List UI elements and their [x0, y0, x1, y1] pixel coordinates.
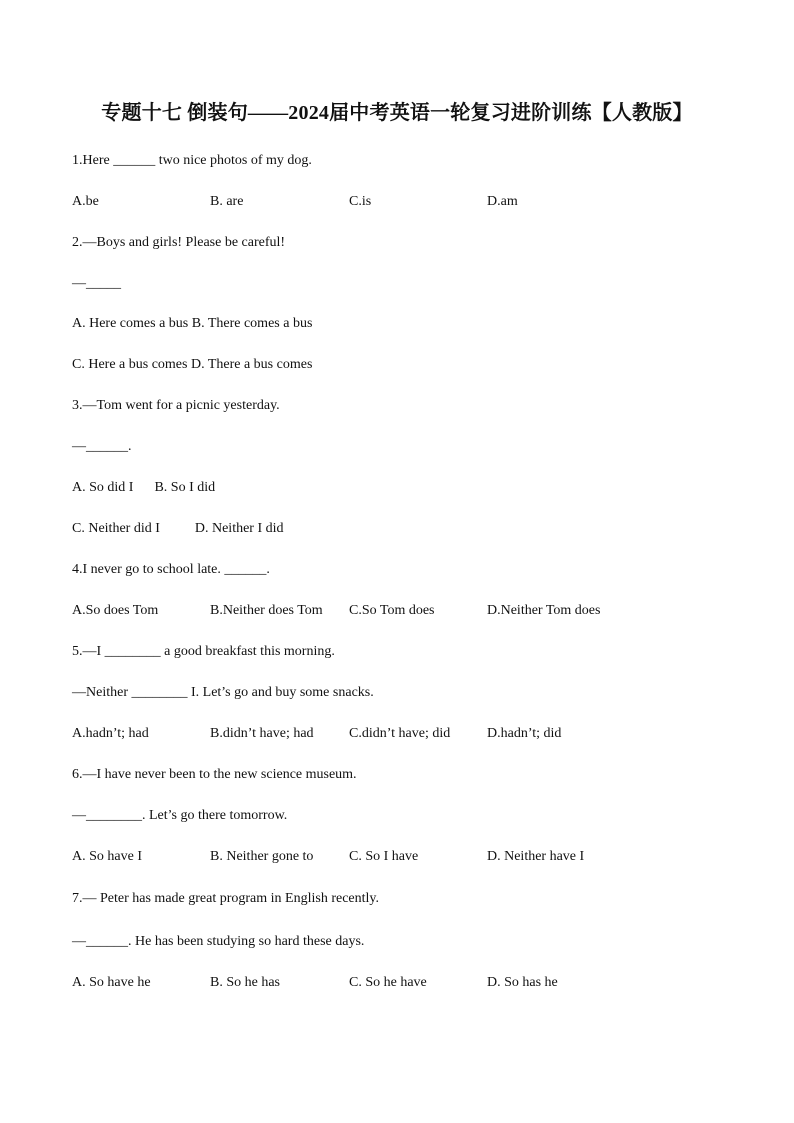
- option-b: B.didn’t have; had: [210, 726, 314, 741]
- question-1-stem: 1.Here ______ two nice photos of my dog.: [72, 153, 312, 168]
- option-a: A.be: [72, 194, 99, 209]
- question-2-response: —_____: [72, 276, 121, 291]
- question-4-stem: 4.I never go to school late. ______.: [72, 562, 270, 577]
- question-3-options-cd: C. Neither did I D. Neither I did: [72, 521, 284, 536]
- option-c: C. So he have: [349, 975, 427, 990]
- question-3-options-ab: A. So did I B. So I did: [72, 480, 216, 495]
- option-a: A. So have I: [72, 849, 142, 864]
- option-c: C.is: [349, 194, 372, 209]
- question-5-stem: 5.—I ________ a good breakfast this morning.: [72, 644, 335, 659]
- option-c: C.So Tom does: [349, 603, 435, 618]
- question-2-options-cd: C. Here a bus comes D. There a bus comes: [72, 357, 313, 372]
- option-c: C. So I have: [349, 849, 419, 864]
- question-2-stem: 2.—Boys and girls! Please be careful!: [72, 235, 286, 250]
- option-b: B. So he has: [210, 975, 280, 990]
- option-b: B.Neither does Tom: [210, 603, 323, 618]
- option-a: A. So have he: [72, 975, 151, 990]
- question-3-stem: 3.—Tom went for a picnic yesterday.: [72, 398, 280, 413]
- question-2-options-ab: A. Here comes a bus B. There comes a bus: [72, 316, 313, 331]
- option-a: A.hadn’t; had: [72, 726, 149, 741]
- question-7-response: —______. He has been studying so hard these days.: [72, 934, 365, 949]
- question-5-response: —Neither ________ I. Let’s go and buy some snacks.: [72, 685, 374, 700]
- option-c: C.didn’t have; did: [349, 726, 451, 741]
- option-d: D. So has he: [487, 975, 558, 990]
- option-d: D. Neither have I: [487, 849, 585, 864]
- question-7-stem: 7.— Peter has made great program in English recently.: [72, 891, 379, 906]
- question-6-stem: 6.—I have never been to the new science museum.: [72, 767, 357, 782]
- option-a: A.So does Tom: [72, 603, 159, 618]
- document-title: 专题十七 倒装句——2024届中考英语一轮复习进阶训练【人教版】: [101, 102, 693, 124]
- question-3-response: —______.: [72, 439, 132, 454]
- question-6-response: —________. Let’s go there tomorrow.: [72, 808, 288, 823]
- option-b: B. are: [210, 194, 244, 209]
- option-d: D.hadn’t; did: [487, 726, 562, 741]
- option-b: B. Neither gone to: [210, 849, 314, 864]
- option-d: D.am: [487, 194, 518, 209]
- option-d: D.Neither Tom does: [487, 603, 601, 618]
